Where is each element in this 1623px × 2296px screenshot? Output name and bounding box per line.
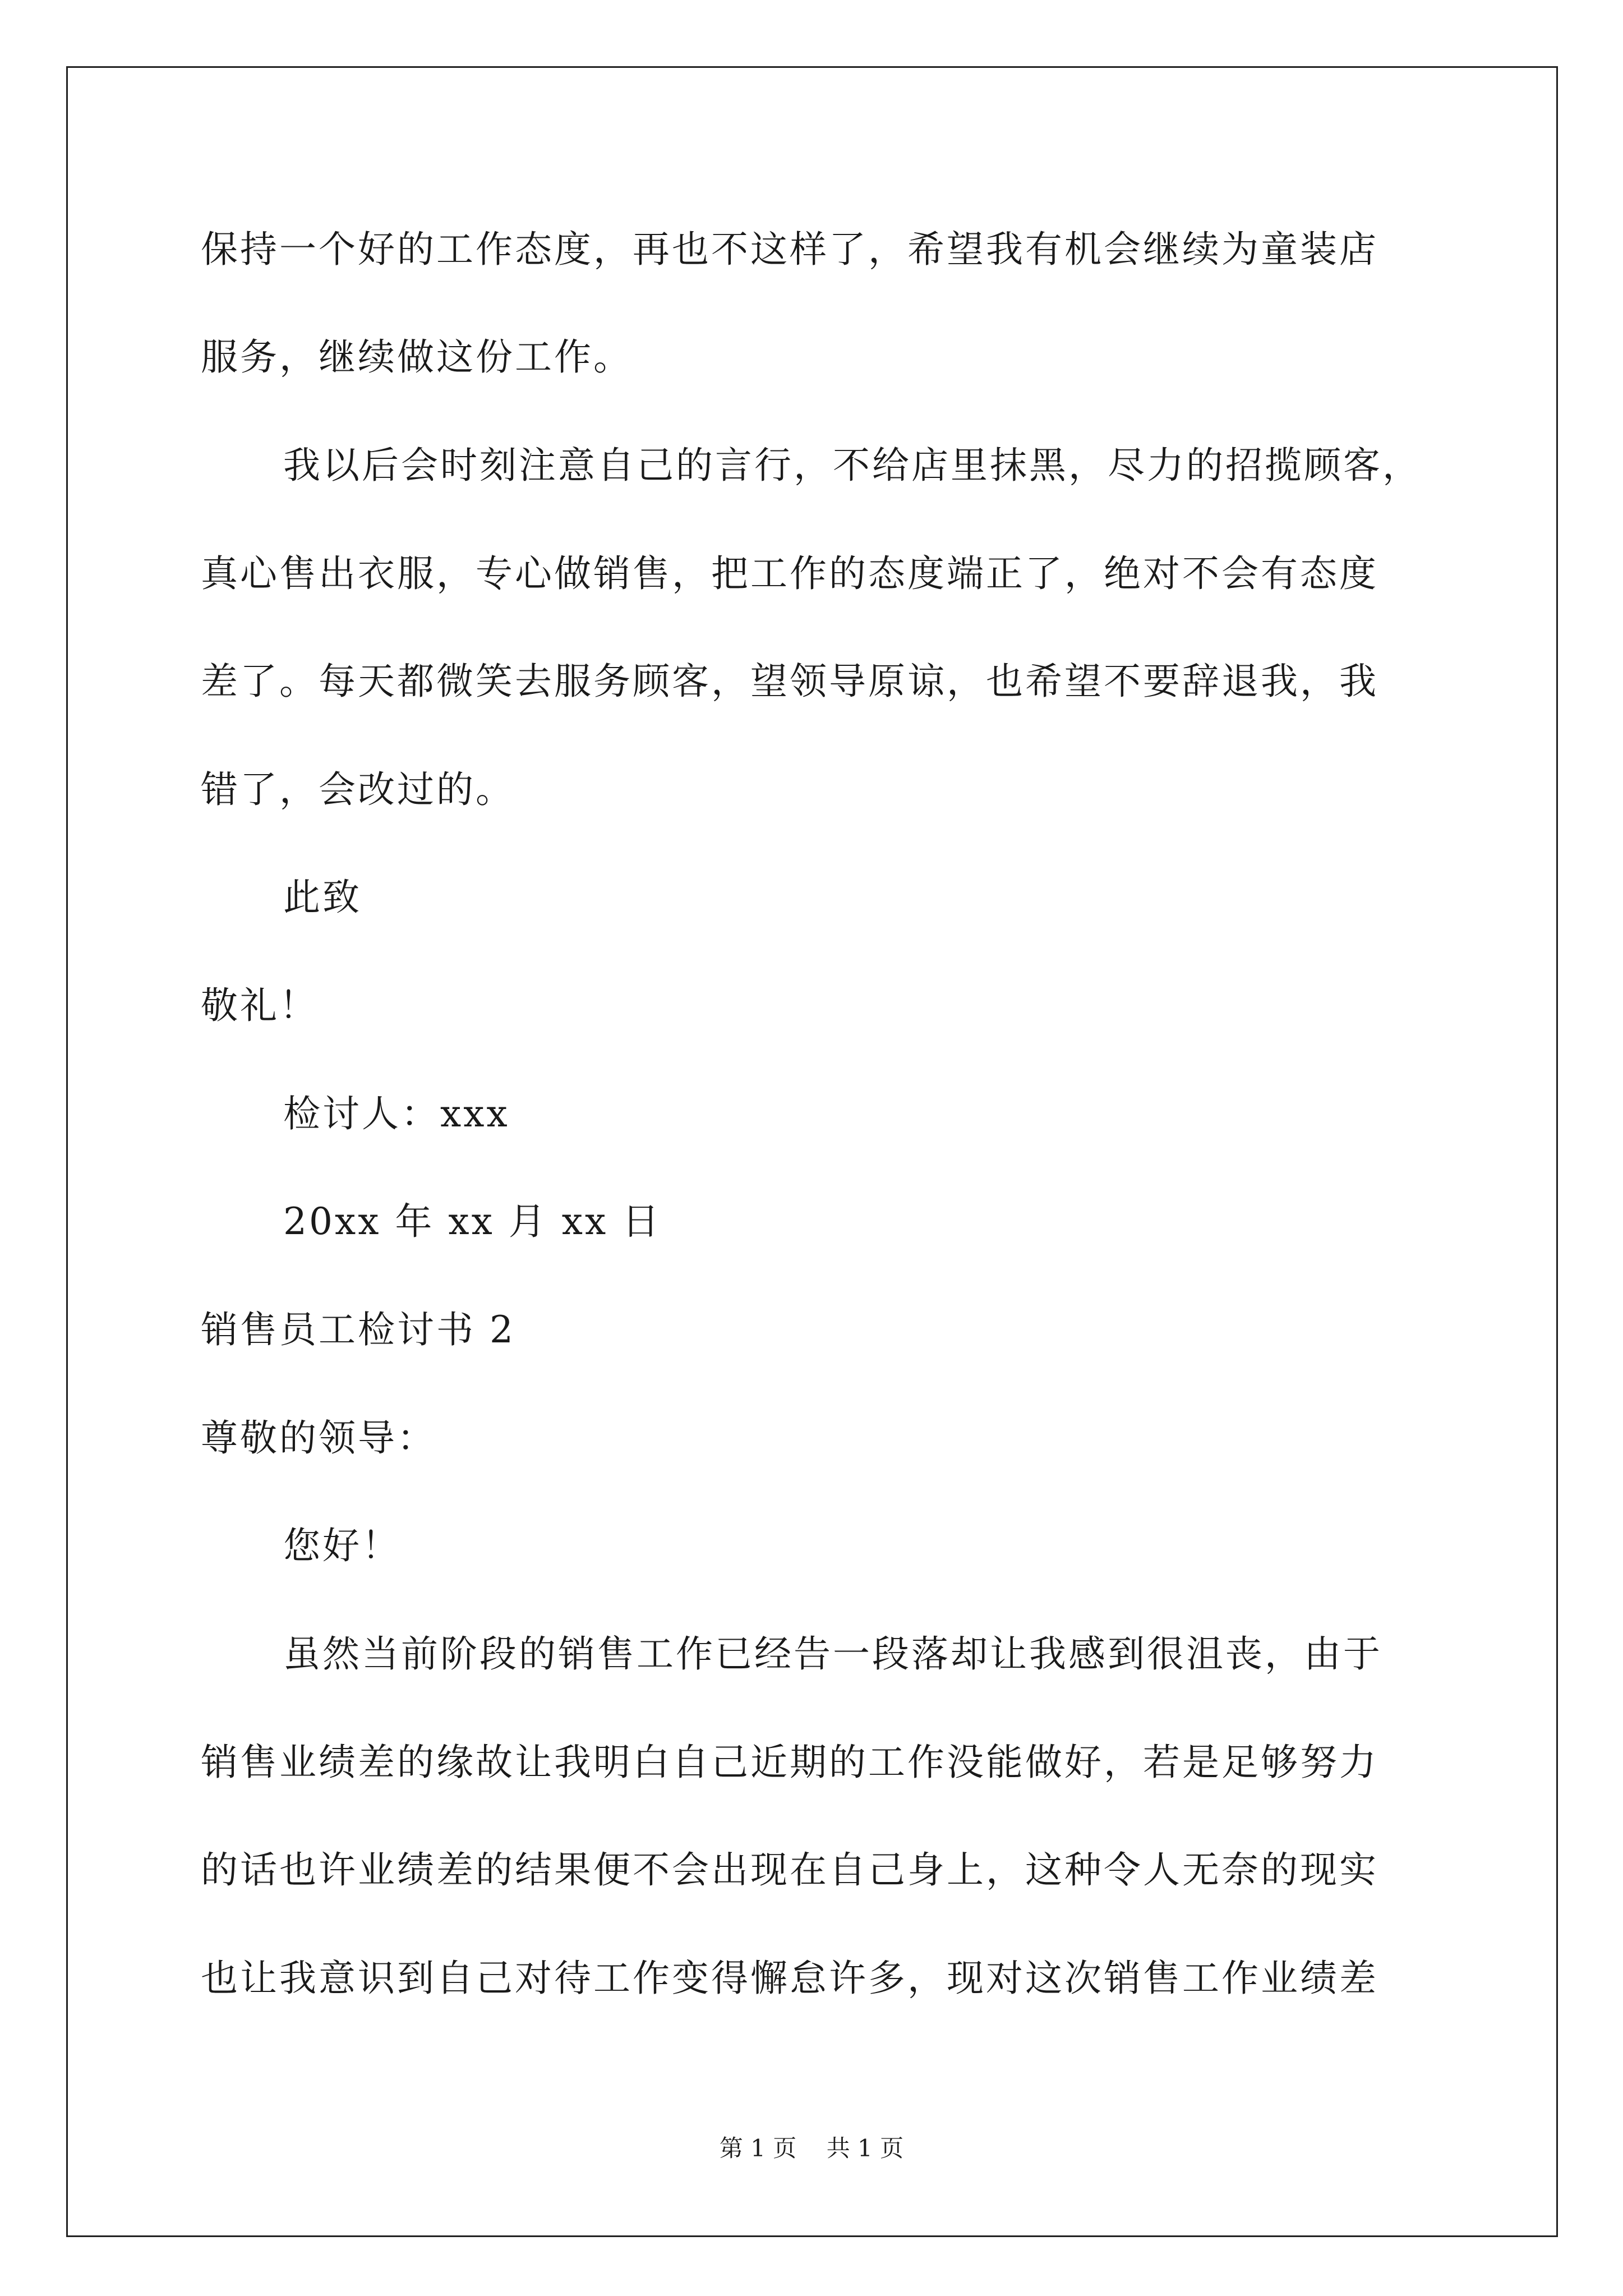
body-line: 也让我意识到自己对待工作变得懈怠许多，现对这次销售工作业绩差 bbox=[201, 1957, 1378, 2000]
signature-line: 检讨人：xxx bbox=[283, 1092, 510, 1135]
page-footer: 第 1 页 共 1 页 bbox=[719, 2134, 904, 2162]
closing-regards: 敬礼！ bbox=[201, 984, 319, 1027]
body-line: 错了，会改过的。 bbox=[201, 768, 515, 811]
body-line: 销售业绩差的缘故让我明白自己近期的工作没能做好，若是足够努力 bbox=[201, 1741, 1378, 1784]
greeting: 尊敬的领导： bbox=[201, 1416, 436, 1460]
body-line: 保持一个好的工作态度，再也不这样了，希望我有机会继续为童装店 bbox=[201, 228, 1378, 271]
section-heading: 销售员工检讨书 2 bbox=[201, 1308, 515, 1351]
body-line: 真心售出衣服，专心做销售，把工作的态度端正了，绝对不会有态度 bbox=[201, 552, 1378, 595]
page-border bbox=[66, 66, 1558, 2237]
greeting-hello: 您好！ bbox=[283, 1524, 401, 1567]
body-line: 差了。每天都微笑去服务顾客，望领导原谅，也希望不要辞退我，我 bbox=[201, 660, 1378, 703]
body-line: 虽然当前阶段的销售工作已经告一段落却让我感到很沮丧，由于 bbox=[283, 1632, 1382, 1676]
body-line: 的话也许业绩差的结果便不会出现在自己身上，这种令人无奈的现实 bbox=[201, 1848, 1378, 1892]
closing-salutation: 此致 bbox=[283, 876, 362, 919]
body-line: 我以后会时刻注意自己的言行，不给店里抹黑，尽力的招揽顾客， bbox=[283, 444, 1422, 487]
date-line: 20xx 年 xx 月 xx 日 bbox=[283, 1200, 662, 1243]
body-line: 服务，继续做这份工作。 bbox=[201, 335, 633, 379]
